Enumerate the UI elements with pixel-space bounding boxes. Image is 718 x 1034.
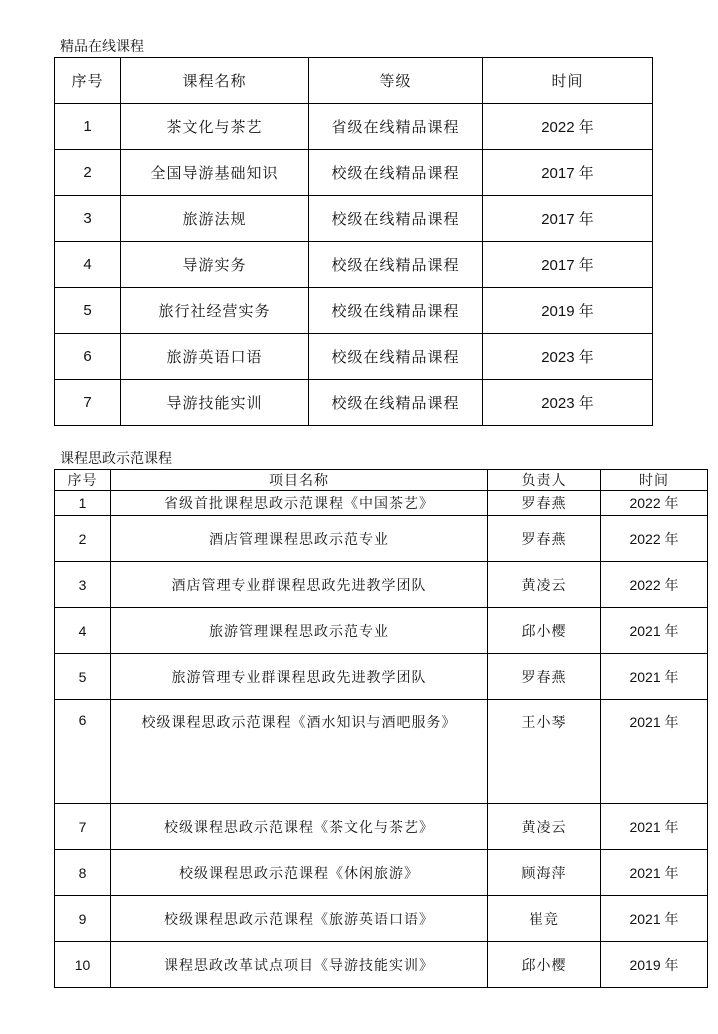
project-name: 校级课程思政示范课程《旅游英语口语》 bbox=[111, 896, 488, 942]
project-year: 2021 年 bbox=[601, 850, 708, 896]
project-lead: 罗春燕 bbox=[488, 654, 601, 700]
table-row bbox=[55, 654, 708, 700]
table-row bbox=[55, 804, 708, 850]
course-year: 2019 年 bbox=[483, 288, 653, 334]
course-name: 全国导游基础知识 bbox=[121, 150, 309, 196]
project-year: 2022 年 bbox=[601, 562, 708, 608]
project-name: 校级课程思政示范课程《酒水知识与酒吧服务》 bbox=[111, 700, 488, 804]
project-year: 2021 年 bbox=[601, 654, 708, 700]
header-cell: 课程名称 bbox=[121, 58, 309, 104]
project-lead: 黄凌云 bbox=[488, 804, 601, 850]
table-row bbox=[55, 562, 708, 608]
course-year: 2022 年 bbox=[483, 104, 653, 150]
course-level: 校级在线精品课程 bbox=[309, 334, 483, 380]
row-index: 4 bbox=[55, 242, 121, 288]
row-index: 6 bbox=[55, 700, 111, 804]
table-row bbox=[55, 196, 653, 242]
project-lead: 王小琴 bbox=[488, 700, 601, 804]
project-year: 2021 年 bbox=[601, 804, 708, 850]
table-row bbox=[55, 942, 708, 988]
table-row bbox=[55, 104, 653, 150]
header-cell: 项目名称 bbox=[111, 470, 488, 491]
project-year: 2019 年 bbox=[601, 942, 708, 988]
table-row bbox=[55, 896, 708, 942]
ideological-demo-courses-table bbox=[54, 469, 708, 988]
course-level: 校级在线精品课程 bbox=[309, 242, 483, 288]
project-year: 2022 年 bbox=[601, 516, 708, 562]
row-index: 6 bbox=[55, 334, 121, 380]
project-name: 省级首批课程思政示范课程《中国茶艺》 bbox=[111, 491, 488, 516]
course-name: 导游技能实训 bbox=[121, 380, 309, 426]
header-cell: 序号 bbox=[55, 470, 111, 491]
project-year: 2021 年 bbox=[601, 896, 708, 942]
row-index: 3 bbox=[55, 196, 121, 242]
row-index: 4 bbox=[55, 608, 111, 654]
table-row bbox=[55, 700, 708, 804]
row-index: 7 bbox=[55, 804, 111, 850]
row-index: 2 bbox=[55, 516, 111, 562]
table-row bbox=[55, 516, 708, 562]
course-year: 2017 年 bbox=[483, 196, 653, 242]
row-index: 5 bbox=[55, 288, 121, 334]
project-name: 酒店管理专业群课程思政先进教学团队 bbox=[111, 562, 488, 608]
course-year: 2023 年 bbox=[483, 334, 653, 380]
table-row bbox=[55, 334, 653, 380]
project-lead: 罗春燕 bbox=[488, 516, 601, 562]
row-index: 1 bbox=[55, 104, 121, 150]
course-name: 旅游法规 bbox=[121, 196, 309, 242]
project-name: 校级课程思政示范课程《茶文化与茶艺》 bbox=[111, 804, 488, 850]
table-row bbox=[55, 608, 708, 654]
project-year: 2021 年 bbox=[601, 608, 708, 654]
header-cell: 时间 bbox=[601, 470, 708, 491]
project-year: 2021 年 bbox=[601, 700, 708, 804]
project-lead: 邱小樱 bbox=[488, 942, 601, 988]
course-level: 校级在线精品课程 bbox=[309, 380, 483, 426]
course-name: 茶文化与茶艺 bbox=[121, 104, 309, 150]
project-name: 校级课程思政示范课程《休闲旅游》 bbox=[111, 850, 488, 896]
project-name: 旅游管理专业群课程思政先进教学团队 bbox=[111, 654, 488, 700]
course-level: 省级在线精品课程 bbox=[309, 104, 483, 150]
project-name: 酒店管理课程思政示范专业 bbox=[111, 516, 488, 562]
row-index: 1 bbox=[55, 491, 111, 516]
row-index: 9 bbox=[55, 896, 111, 942]
project-name: 旅游管理课程思政示范专业 bbox=[111, 608, 488, 654]
table-row bbox=[55, 242, 653, 288]
row-index: 7 bbox=[55, 380, 121, 426]
project-lead: 邱小樱 bbox=[488, 608, 601, 654]
table-header-row bbox=[55, 58, 653, 104]
project-lead: 黄凌云 bbox=[488, 562, 601, 608]
header-cell: 序号 bbox=[55, 58, 121, 104]
project-lead: 罗春燕 bbox=[488, 491, 601, 516]
section2-title: 课程思政示范课程 bbox=[60, 451, 172, 467]
project-name: 课程思政改革试点项目《导游技能实训》 bbox=[111, 942, 488, 988]
row-index: 2 bbox=[55, 150, 121, 196]
project-year: 2022 年 bbox=[601, 491, 708, 516]
section1-title: 精品在线课程 bbox=[60, 39, 144, 55]
project-lead: 崔竞 bbox=[488, 896, 601, 942]
course-year: 2017 年 bbox=[483, 242, 653, 288]
header-cell: 时间 bbox=[483, 58, 653, 104]
course-year: 2017 年 bbox=[483, 150, 653, 196]
course-level: 校级在线精品课程 bbox=[309, 150, 483, 196]
row-index: 3 bbox=[55, 562, 111, 608]
project-lead: 顾海萍 bbox=[488, 850, 601, 896]
table-row bbox=[55, 491, 708, 516]
header-cell: 负责人 bbox=[488, 470, 601, 491]
table-row bbox=[55, 150, 653, 196]
table-row bbox=[55, 380, 653, 426]
course-year: 2023 年 bbox=[483, 380, 653, 426]
table-header-row bbox=[55, 470, 708, 491]
course-level: 校级在线精品课程 bbox=[309, 288, 483, 334]
row-index: 5 bbox=[55, 654, 111, 700]
row-index: 10 bbox=[55, 942, 111, 988]
row-index: 8 bbox=[55, 850, 111, 896]
table-row bbox=[55, 850, 708, 896]
course-name: 导游实务 bbox=[121, 242, 309, 288]
header-cell: 等级 bbox=[309, 58, 483, 104]
course-name: 旅游英语口语 bbox=[121, 334, 309, 380]
excellent-online-courses-table bbox=[54, 57, 653, 426]
course-name: 旅行社经营实务 bbox=[121, 288, 309, 334]
course-level: 校级在线精品课程 bbox=[309, 196, 483, 242]
table-row bbox=[55, 288, 653, 334]
